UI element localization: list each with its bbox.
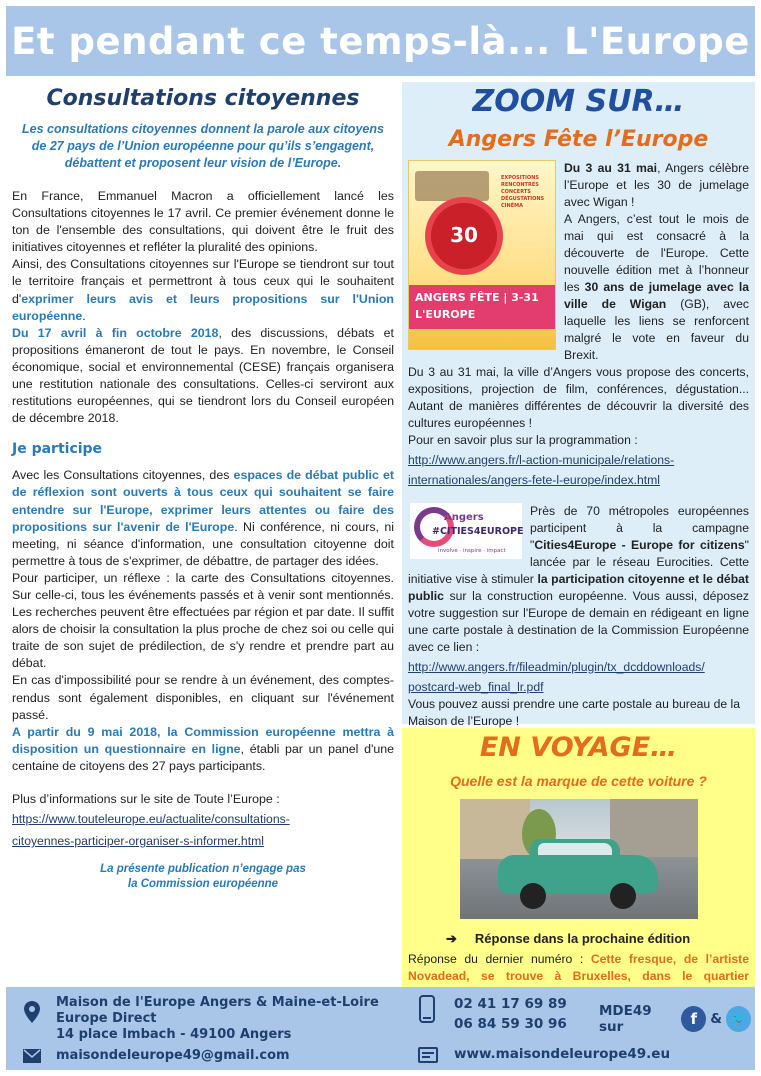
p1-text: En France, Emmanuel Macron a officiellement lancé les Consultations citoyennes le 17 avril. Ce premier événement donne le ton de l'ensemble des consultations, qui doivent être le fruit des initiatives citoyennes et refléter la pluralité des opinions.	[12, 189, 394, 255]
angers-link-line-1[interactable]: http://www.angers.fr/l-action-municipale/relations-	[408, 453, 675, 467]
p5-text: Pour participer, un réflexe : la carte des Consultations citoyennes. Sur celle-ci, tous les événements passés et à venir sont mentionnés. Les recherches peuvent être effectuées par région et par date. Il suffit alors de choisir la consultation la plus proche de chez soi ou celle qui traite de son sujet de prédilection, de s'y rendre et prendre part au débat.	[12, 570, 394, 671]
footer-address	[56, 995, 379, 1043]
consultations-intro: Les consultations citoyennes donnent la parole aux citoyens de 27 pays de l’Union européenne pour qu’ils s’engagent, débattent et proposent leur vision de l’Europe.	[22, 122, 384, 170]
car-body	[498, 855, 658, 893]
angers-link-line-2[interactable]: internationales/angers-fete-l-europe/index.html	[408, 473, 661, 487]
p3-highlight: Du 17 avril à fin octobre 2018	[12, 325, 219, 340]
p4-text: Avec les Consultations citoyennes, des	[12, 468, 234, 483]
photo-building	[460, 799, 530, 859]
consultations-heading: Consultations citoyennes	[46, 86, 360, 111]
postcard-link-line-2[interactable]: postcard-web_final_lr.pdf	[408, 680, 544, 694]
answer-prev-text: Cette fresque, de l’artiste Novadead, se trouve à Bruxelles, dans le quartier	[408, 952, 749, 983]
phone-2[interactable]: 06 84 59 30 96	[454, 1016, 567, 1032]
more-info: Plus d’informations sur le site de Toute l’Europe :	[12, 792, 280, 806]
banner-title: Et pendant ce temps-là... L'Europe	[11, 19, 750, 63]
footer-phones	[454, 994, 567, 1034]
email-icon	[23, 1049, 41, 1063]
touteleurope-link-line-1[interactable]: https://www.touteleurope.eu/actualite/consultations-	[12, 812, 290, 827]
cities-text-b: " lancée par le réseau Eurocities. Cette initiative vise à stimuler	[408, 538, 749, 586]
photo-building	[610, 799, 698, 857]
zoom-title: ZOOM SUR…	[472, 84, 685, 119]
social-label: MDE49 sur	[599, 1003, 652, 1035]
facebook-icon[interactable]: f	[681, 1006, 706, 1032]
p2-highlight: exprimer leurs avis et leurs propositions sur l'Union européenne	[12, 291, 394, 323]
disclaimer-line-1: La présente publication n’engage pas	[100, 863, 306, 876]
poster-title-line-2: L'EUROPE	[415, 308, 476, 321]
postcard-link[interactable]	[408, 656, 749, 696]
zoom-subtitle: Angers Fête l’Europe	[448, 127, 709, 152]
angers-link[interactable]	[408, 449, 749, 489]
p3-text: , des discussions, débats et propositions émaneront de tout le pays. En novembre, le Conseil économique, social et environnemental (CESE) français organisera une restitution nationale des consultations. Celles-ci serviront aux restitutions européennes, qui se tiendront lors du Conseil européen de décembre 2018.	[12, 325, 394, 426]
phone-icon	[419, 995, 435, 1023]
touteleurope-link-line-2[interactable]: citoyennes-participer-organiser-s-informer.html	[12, 834, 264, 849]
angers-program: Du 3 au 31 mai, la ville d’Angers vous propose des concerts, expositions, projection de film, conférences, dégustation... Autant de manières différentes de découvrir la diversité des cultures européennes !	[408, 365, 749, 430]
disclaimer-line-2: la Commission européenne	[127, 878, 279, 891]
cities4europe-block	[408, 503, 749, 656]
p4-end: . Ni conférence, ni cours, ni meeting, ni séance d'information, une consultation citoyenne doit permettre à tous de s'exprimer, de débattre, de partager des idées.	[12, 519, 394, 568]
arrow-right-icon: ➔	[446, 931, 457, 946]
postcard-link-line-1[interactable]: http://www.angers.fr/fileadmin/plugin/tx_dcddownloads/	[408, 660, 705, 674]
poster-number: 30	[450, 223, 478, 247]
left-column	[12, 82, 394, 987]
cities-logo-angers: Angers	[444, 512, 484, 523]
footer-website[interactable]: www.maisondeleurope49.eu	[454, 1046, 671, 1062]
twitter-icon[interactable]: 🐦	[726, 1006, 751, 1032]
postcard-office: Vous pouvez aussi prendre une carte postale au bureau de la Maison de l’Europe !	[408, 697, 741, 728]
disclaimer	[12, 862, 394, 892]
touteleurope-link[interactable]	[12, 808, 394, 852]
cities-logo-hashtag: #CITIES4EUROPE	[432, 526, 524, 537]
footer-email[interactable]: maisondeleurope49@gmail.com	[56, 1048, 290, 1063]
je-participe-heading: Je participe	[12, 441, 103, 458]
p7-highlight: A partir du 9 mai 2018, la Commission européenne mettra à disposition un questionnaire en ligne	[12, 724, 394, 756]
poster-title	[409, 285, 556, 329]
p2-text: Ainsi, des Consultations citoyennes sur l'Europe se tiendront sur tout le territoire français et permettront à tous ceux qui le souhaitent d'	[12, 257, 394, 306]
cities-logo-tagline: involve · inspire · impact	[438, 548, 506, 554]
angers-desc: A Angers, c’est tout le mois de mai qui est consacré à la découverte de l'Europe. Cette nouvelle édition met à l’honneur les	[564, 212, 749, 294]
poster-lines: EXPOSITIONS RENCONTRES CONCERTS DÉGUSTATIONS CINÉMA	[501, 175, 545, 209]
phone-1[interactable]: 02 41 17 69 89	[454, 996, 567, 1012]
angers-text	[564, 160, 749, 364]
address-line-3: 14 place Imbach - 49100 Angers	[56, 1027, 292, 1042]
angers-poster-image	[408, 160, 556, 350]
header-banner	[6, 6, 755, 76]
address-line-1: Maison de l'Europe Angers & Maine-et-Loire	[56, 995, 379, 1010]
answer-prev-label: Réponse du dernier numéro :	[408, 952, 591, 966]
car-photo	[460, 799, 698, 919]
website-icon	[418, 1047, 438, 1063]
zoom-section	[402, 82, 755, 728]
cities4europe-logo	[410, 503, 522, 559]
right-column	[402, 82, 755, 987]
p4-highlight: espaces de débat public et de réflexion sont ouverts à tous ceux qui souhaitent se faire entendre sur l'Europe, exprimer leurs attentes ou faire des propositions sur l'avenir de l'Europe	[12, 468, 394, 534]
voyage-question: Quelle est la marque de cette voiture ?	[450, 773, 707, 789]
address-line-2: Europe Direct	[56, 1011, 157, 1026]
angers-desc-end: (GB), avec laquelle les liens se renforcent malgré le vote en faveur du Brexit.	[564, 297, 749, 362]
angers-jumelage: 30 ans de jumelage avec la ville de Wigan	[564, 280, 749, 311]
paragraph-france	[12, 188, 394, 427]
poster-title-line-1: ANGERS FÊTE | 3-31	[415, 291, 539, 304]
angers-block	[408, 160, 749, 364]
poster-photo	[415, 171, 489, 201]
car-wheel	[610, 883, 636, 909]
cities-text-c: sur la construction européenne. Vous aussi, déposez votre suggestion sur l'Europe de demain en rédigeant en ligne une carte postale à destination de la Commission Européenne avec ce lien :	[408, 589, 749, 654]
angers-dates: Du 3 au 31 mai	[564, 161, 658, 175]
car-wheel	[520, 883, 546, 909]
p7-text: , établi par un panel d'une centaine de citoyens des 27 pays participants.	[12, 741, 394, 773]
location-pin-icon	[24, 1001, 40, 1023]
angers-intro: , Angers célèbre l’Europe et les 30 de jumelage avec Wigan !	[564, 161, 749, 209]
p2-end: .	[82, 308, 86, 323]
angers-more: Pour en savoir plus sur la programmation :	[408, 433, 638, 447]
voyage-title: EN VOYAGE…	[479, 732, 678, 763]
footer-social	[599, 1003, 755, 1035]
answer-next-text: Réponse dans la prochaine édition	[474, 931, 691, 946]
answer-next	[408, 931, 749, 947]
voyage-section	[402, 728, 755, 987]
social-amp: &	[710, 1011, 723, 1027]
cities-text-a: Près de 70 métropoles européennes participent à la campagne "	[530, 504, 749, 552]
paragraph-participe	[12, 467, 394, 775]
p6-text: En cas d'impossibilité pour se rendre à un événement, des comptes-rendus sont également disponibles, en cliquant sur l'événement passé.	[12, 673, 394, 722]
cities-participation: la participation citoyenne et le débat public	[408, 572, 749, 603]
cities-campaign: Cities4Europe - Europe for citizens	[534, 538, 745, 552]
footer	[6, 987, 755, 1070]
